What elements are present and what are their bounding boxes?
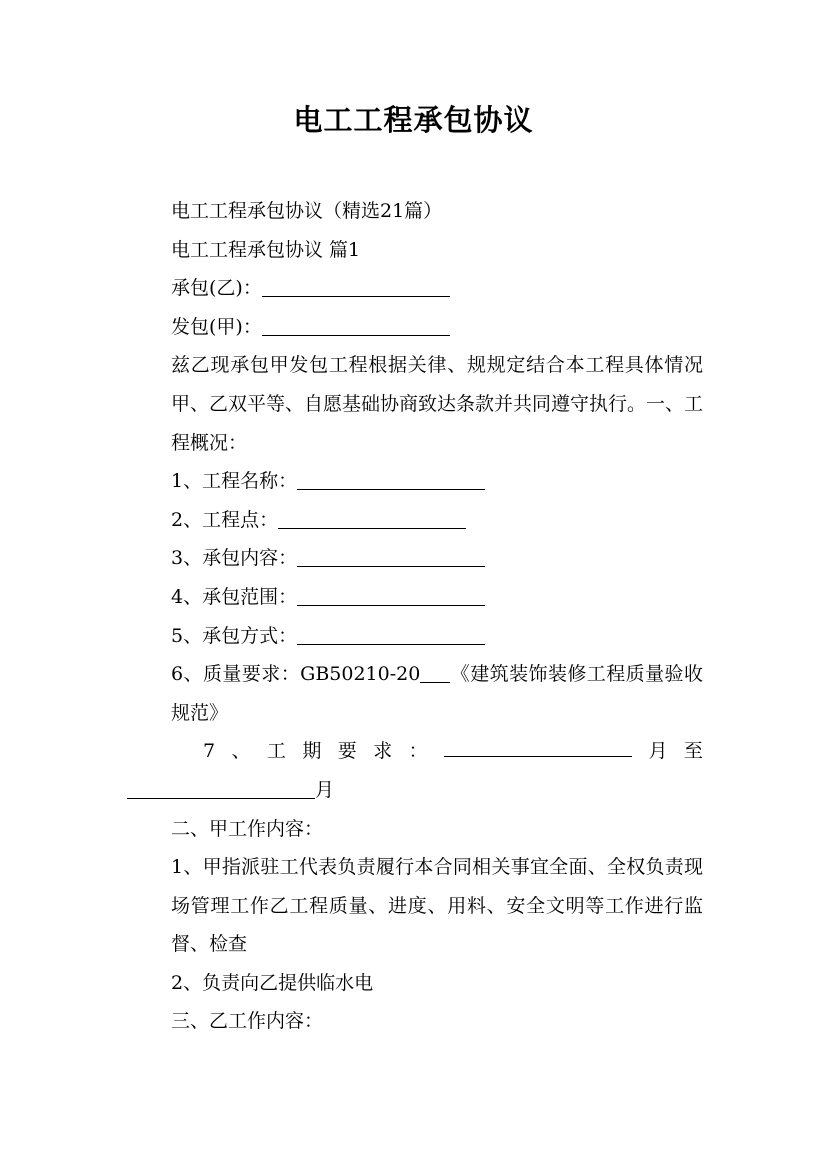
item-7-end-blank (127, 776, 315, 799)
party-a-blank (262, 313, 450, 336)
item-3-blank (297, 544, 485, 567)
party-a-line (127, 308, 703, 347)
item-4-blank (297, 583, 485, 606)
section-2-item-2: 2、负责向乙提供临水电 (171, 971, 374, 994)
item-6-blank (420, 660, 450, 683)
item-7-char: 求 (373, 740, 393, 763)
item-5-line (127, 617, 703, 656)
item-1-blank (297, 467, 485, 490)
party-b-label: 承包(乙)： (171, 277, 262, 300)
party-a-label: 发包(甲)： (171, 315, 262, 338)
item-2-line (127, 501, 703, 540)
item-7-start-blank (444, 734, 632, 757)
item-7-end-label: 月 (315, 778, 335, 801)
party-b-blank (262, 274, 450, 297)
intro-line: 电工工程承包协议（精选21篇） (171, 200, 443, 222)
preamble-paragraph: 兹乙现承包甲发包工程根据关律、规规定结合本工程具体情况甲、乙双平等、自愿基础协商致达条款并共同遵守执行。一、工程概况： (171, 354, 704, 454)
section-3-heading: 三、乙工作内容： (171, 1010, 324, 1033)
chapter-heading: 电工工程承包协议 篇1 (171, 238, 361, 261)
item-7-end-line (127, 771, 703, 810)
item-6-standard: 《建筑装饰装修工程质量验收规范》 (171, 663, 703, 724)
item-3-line (127, 539, 703, 578)
item-7-char: ： (408, 740, 428, 763)
party-b-line (127, 269, 703, 308)
item-2-label: 2、工程点： (171, 508, 279, 531)
item-5-label: 5、承包方式： (171, 624, 298, 647)
item-6-paragraph (127, 655, 703, 732)
document-body (127, 192, 703, 1041)
document-title: 电工工程承包协议 (293, 103, 534, 137)
section-2-item-1: 1、甲指派驻工代表负责履行本合同相关事宜全面、全权负责现场管理工作乙工程质量、进度、用料、安全文明等工作进行监督、检查 (171, 856, 703, 956)
item-7-char: 7 (203, 740, 216, 763)
item-1-line (127, 462, 703, 501)
item-5-blank (297, 622, 485, 645)
item-6-label: 6、质量要求：GB50210-20 (171, 663, 421, 686)
item-7-char: 工 (266, 740, 286, 763)
item-7-char: 要 (337, 740, 357, 763)
item-3-label: 3、承包内容： (171, 547, 298, 570)
section-2-heading: 二、甲工作内容： (171, 817, 324, 840)
item-7-char: 期 (302, 740, 322, 763)
item-7-char: 、 (231, 740, 251, 763)
item-7-to-label: 至 (683, 740, 703, 763)
item-7-month-label: 月 (648, 740, 668, 763)
item-7-line (127, 732, 703, 771)
item-1-label: 1、工程名称： (171, 470, 298, 493)
item-4-label: 4、承包范围： (171, 585, 298, 608)
item-4-line (127, 578, 703, 617)
item-2-blank (278, 506, 466, 529)
